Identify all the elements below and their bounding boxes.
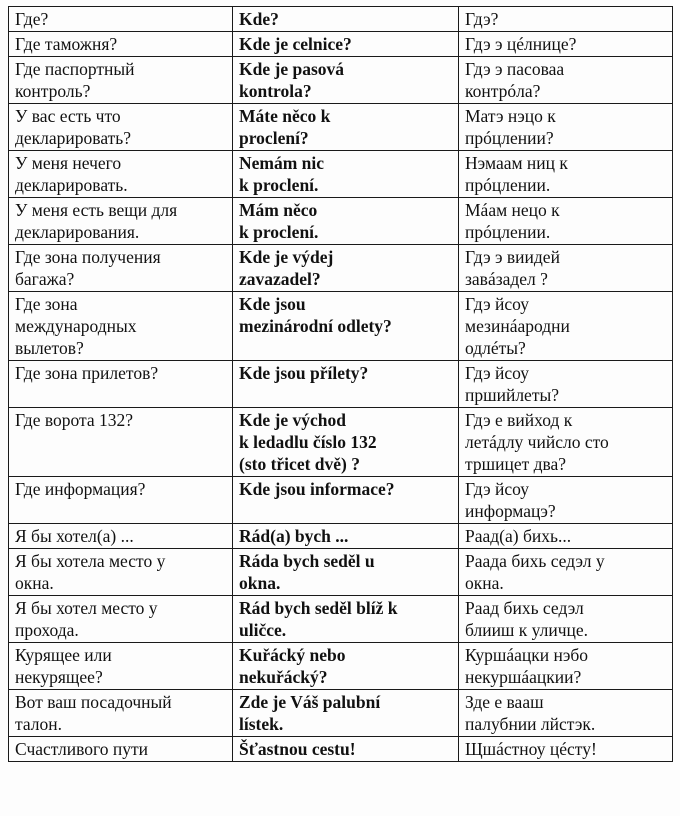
transcription: Зде е ваaш палубнии лйстэк. <box>459 690 673 737</box>
russian-phrase: У меня нечего декларировать. <box>9 151 233 198</box>
russian-phrase: Где зона международных вылетов? <box>9 292 233 361</box>
table-row <box>9 477 673 524</box>
russian-phrase: Счастливого пути <box>9 737 233 762</box>
czech-phrase: Šťastnou cestu! <box>233 737 459 762</box>
czech-phrase: Rád bych seděl blíž k uličce. <box>233 596 459 643</box>
russian-phrase: Где зона прилетов? <box>9 361 233 408</box>
transcription: Щшáстноу цéсту! <box>459 737 673 762</box>
czech-phrase: Kde jsou informace? <box>233 477 459 524</box>
russian-phrase: Где ворота 132? <box>9 408 233 477</box>
transcription: Гдэ э виидей завáзадел ? <box>459 245 673 292</box>
russian-phrase: У вас есть что декларировать? <box>9 104 233 151</box>
transcription: Куршáацки нэбо некуршáацкии? <box>459 643 673 690</box>
czech-phrase: Ráda bych seděl u okna. <box>233 549 459 596</box>
phrasebook-table <box>8 6 673 762</box>
czech-phrase: Kde je východ k ledadlu číslo 132 (sto třicet dvě) ? <box>233 408 459 477</box>
table-row <box>9 643 673 690</box>
transcription: Гдэ э цéлнице? <box>459 32 673 57</box>
transcription: Раада бихь седэл у окна. <box>459 549 673 596</box>
transcription: Гдэ йсоу пршийлеты? <box>459 361 673 408</box>
czech-phrase: Mám něco k proclení. <box>233 198 459 245</box>
transcription: Гдэ? <box>459 7 673 32</box>
table-row <box>9 408 673 477</box>
table-row <box>9 690 673 737</box>
table-row <box>9 7 673 32</box>
table-row <box>9 737 673 762</box>
russian-phrase: Где? <box>9 7 233 32</box>
czech-phrase: Máte něco k proclení? <box>233 104 459 151</box>
transcription: Мáам нецо к прóцлении. <box>459 198 673 245</box>
russian-phrase: У меня есть вещи для декларирования. <box>9 198 233 245</box>
transcription: Гдэ йсоу информацэ? <box>459 477 673 524</box>
table-row <box>9 596 673 643</box>
russian-phrase: Я бы хотел место у прохода. <box>9 596 233 643</box>
table-row <box>9 549 673 596</box>
czech-phrase: Kde jsou mezinárodní odlety? <box>233 292 459 361</box>
table-row <box>9 292 673 361</box>
russian-phrase: Курящее или некурящее? <box>9 643 233 690</box>
russian-phrase: Где информация? <box>9 477 233 524</box>
transcription: Матэ нэцо к прóцлении? <box>459 104 673 151</box>
russian-phrase: Вот ваш посадочный талон. <box>9 690 233 737</box>
table-row <box>9 57 673 104</box>
czech-phrase: Zde je Váš palubní lístek. <box>233 690 459 737</box>
transcription: Гдэ е вийход к летáдлу чийсло сто тршицет два? <box>459 408 673 477</box>
czech-phrase: Kde je pasová kontrola? <box>233 57 459 104</box>
czech-phrase: Nemám nic k proclení. <box>233 151 459 198</box>
table-row <box>9 32 673 57</box>
russian-phrase: Я бы хотел(а) ... <box>9 524 233 549</box>
czech-phrase: Rád(a) bych ... <box>233 524 459 549</box>
czech-phrase: Kde je celnice? <box>233 32 459 57</box>
transcription: Гдэ йсоу мезинáародни одлéты? <box>459 292 673 361</box>
russian-phrase: Где зона получения багажа? <box>9 245 233 292</box>
russian-phrase: Где паспортный контроль? <box>9 57 233 104</box>
table-row <box>9 104 673 151</box>
transcription: Нэмаам ниц к прóцлении. <box>459 151 673 198</box>
russian-phrase: Я бы хотела место у окна. <box>9 549 233 596</box>
table-row <box>9 198 673 245</box>
czech-phrase: Kde jsou přílety? <box>233 361 459 408</box>
czech-phrase: Kde? <box>233 7 459 32</box>
russian-phrase: Где таможня? <box>9 32 233 57</box>
table-row <box>9 361 673 408</box>
transcription: Раад(а) бихь... <box>459 524 673 549</box>
table-row <box>9 151 673 198</box>
table-row <box>9 245 673 292</box>
czech-phrase: Kde je výdej zavazadel? <box>233 245 459 292</box>
transcription: Раад бихь седэл блииш к уличце. <box>459 596 673 643</box>
table-row <box>9 524 673 549</box>
czech-phrase: Kuřácký nebo nekuřácký? <box>233 643 459 690</box>
transcription: Гдэ э пасоваа контрóла? <box>459 57 673 104</box>
